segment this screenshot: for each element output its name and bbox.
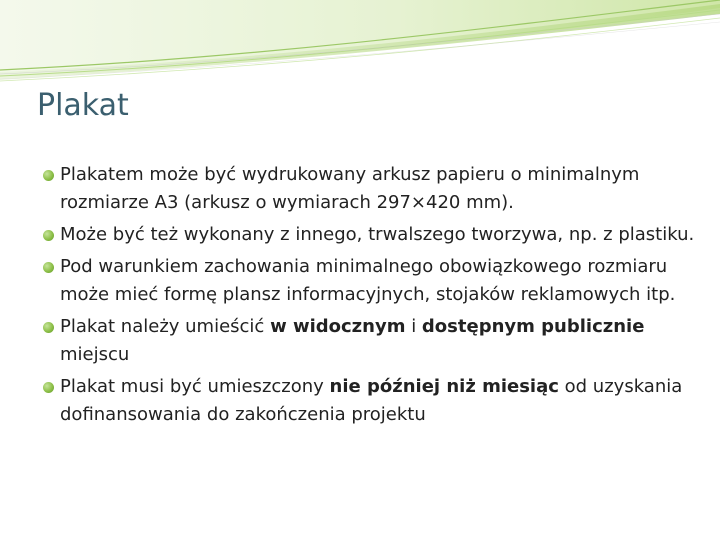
- bullet-text-segment: Pod warunkiem zachowania minimalnego obowiązkowego rozmiaru może mieć formę plansz informacyjnych, stojaków reklamowych itp.: [60, 256, 676, 305]
- bullet-text-emphasis: nie później niż miesiąc: [329, 376, 559, 397]
- bullet-text-emphasis: w widocznym: [270, 316, 406, 337]
- bullet-text-segment: Plakat musi być umieszczony: [60, 376, 330, 397]
- bullet-item: [42, 161, 702, 217]
- bullet-item: [42, 373, 702, 429]
- green-dot-icon: [43, 230, 54, 241]
- green-dot-icon: [43, 262, 54, 273]
- bullet-item: [42, 313, 702, 369]
- bullet-text-emphasis: dostępnym publicznie: [421, 316, 645, 337]
- bullet-list: [42, 161, 702, 433]
- green-dot-icon: [43, 322, 54, 333]
- bullet-text-segment: miejscu: [60, 344, 130, 365]
- green-dot-icon: [43, 170, 54, 181]
- slide-title: Plakat: [37, 88, 129, 123]
- bullet-item: [42, 253, 702, 309]
- bullet-text: [60, 164, 639, 213]
- bullet-text-segment: Plakat należy umieścić: [60, 316, 271, 337]
- bullet-text-segment: i: [405, 316, 422, 337]
- bullet-text-segment: Plakatem może być wydrukowany arkusz papieru o minimalnym rozmiarze A3 (arkusz o wymiarach 297×420 mm).: [60, 164, 640, 213]
- header-swoosh-decoration: [0, 0, 720, 90]
- bullet-text-segment: od uzyskania dofinansowania do zakończenia projektu: [60, 376, 683, 425]
- bullet-text: [60, 224, 694, 245]
- bullet-text: [60, 256, 675, 305]
- bullet-text-segment: Może być też wykonany z innego, trwalszego tworzywa, np. z plastiku.: [60, 224, 695, 245]
- bullet-text: [60, 316, 644, 365]
- green-dot-icon: [43, 382, 54, 393]
- bullet-item: [42, 221, 702, 249]
- bullet-text: [60, 376, 682, 425]
